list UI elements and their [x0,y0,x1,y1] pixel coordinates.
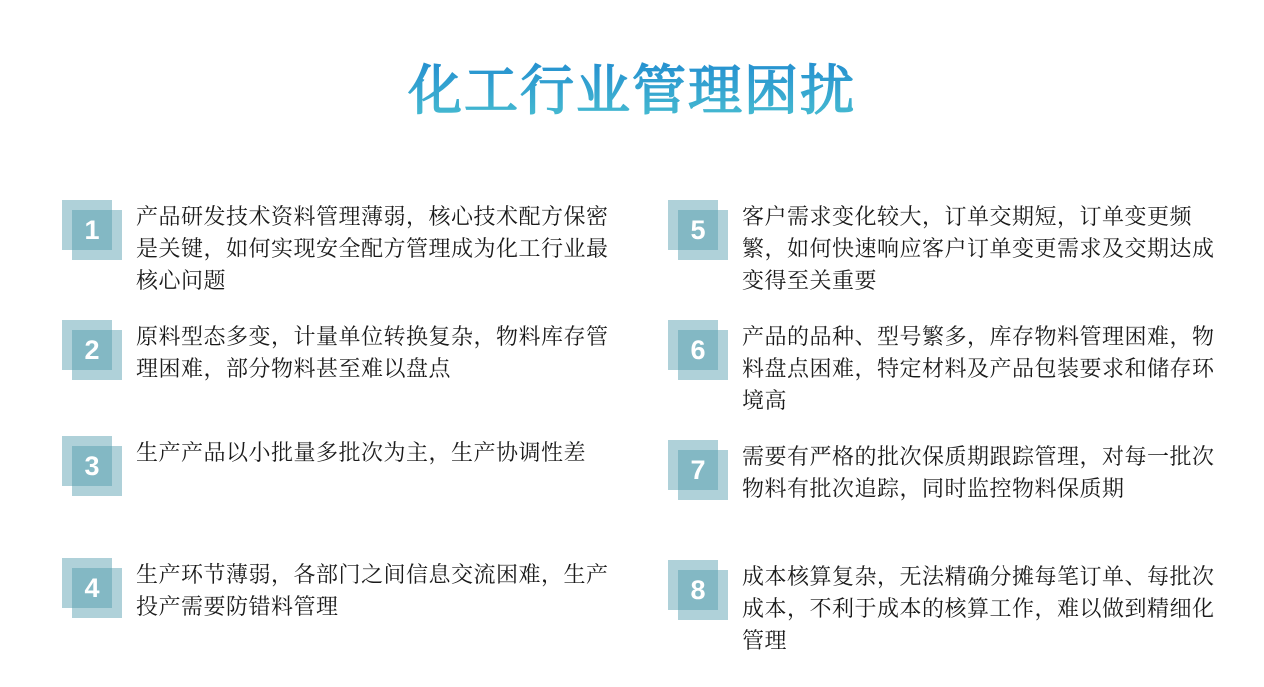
pain-item-2 [62,320,624,385]
item-number: 8 [690,574,706,605]
item-text: 生产环节薄弱，各部门之间信息交流困难，生产投产需要防错料管理 [136,562,609,619]
pain-item-6 [668,320,1216,417]
item-text: 产品研发技术资料管理薄弱，核心技术配方保密是关键，如何实现安全配方管理成为化工行业最核心问题 [136,204,609,293]
item-number-badge [62,436,122,496]
pain-item-1 [62,200,624,297]
item-number-badge [668,320,728,380]
pain-item-5 [668,200,1216,297]
item-text: 生产产品以小批量多批次为主，生产协调性差 [136,440,587,465]
item-number-badge [62,558,122,618]
item-number: 6 [690,334,706,365]
item-number: 1 [84,214,100,245]
pain-item-7 [668,440,1216,505]
item-text: 成本核算复杂，无法精确分摊每笔订单、每批次成本，不利于成本的核算工作，难以做到精细化管理 [742,564,1215,653]
item-number: 3 [84,450,100,481]
pain-item-3 [62,436,624,496]
item-number-badge [62,320,122,380]
item-number: 2 [84,334,100,365]
page-title: 化工行业管理困扰 [0,48,1264,125]
pain-item-4 [62,558,624,623]
item-text: 产品的品种、型号繁多，库存物料管理困难，物料盘点困难，特定材料及产品包装要求和储存环境高 [742,324,1215,413]
item-number-badge [668,560,728,620]
item-text: 客户需求变化较大，订单交期短，订单变更频繁，如何快速响应客户订单变更需求及交期达成变得至关重要 [742,204,1215,293]
item-number-badge [62,200,122,260]
item-number: 4 [84,572,100,603]
item-number-badge [668,440,728,500]
pain-item-8 [668,560,1216,657]
item-number-badge [668,200,728,260]
item-number: 5 [690,214,706,245]
item-number: 7 [690,454,706,485]
item-text: 需要有严格的批次保质期跟踪管理，对每一批次物料有批次追踪，同时监控物料保质期 [742,444,1215,501]
item-text: 原料型态多变，计量单位转换复杂，物料库存管理困难，部分物料甚至难以盘点 [136,324,609,381]
